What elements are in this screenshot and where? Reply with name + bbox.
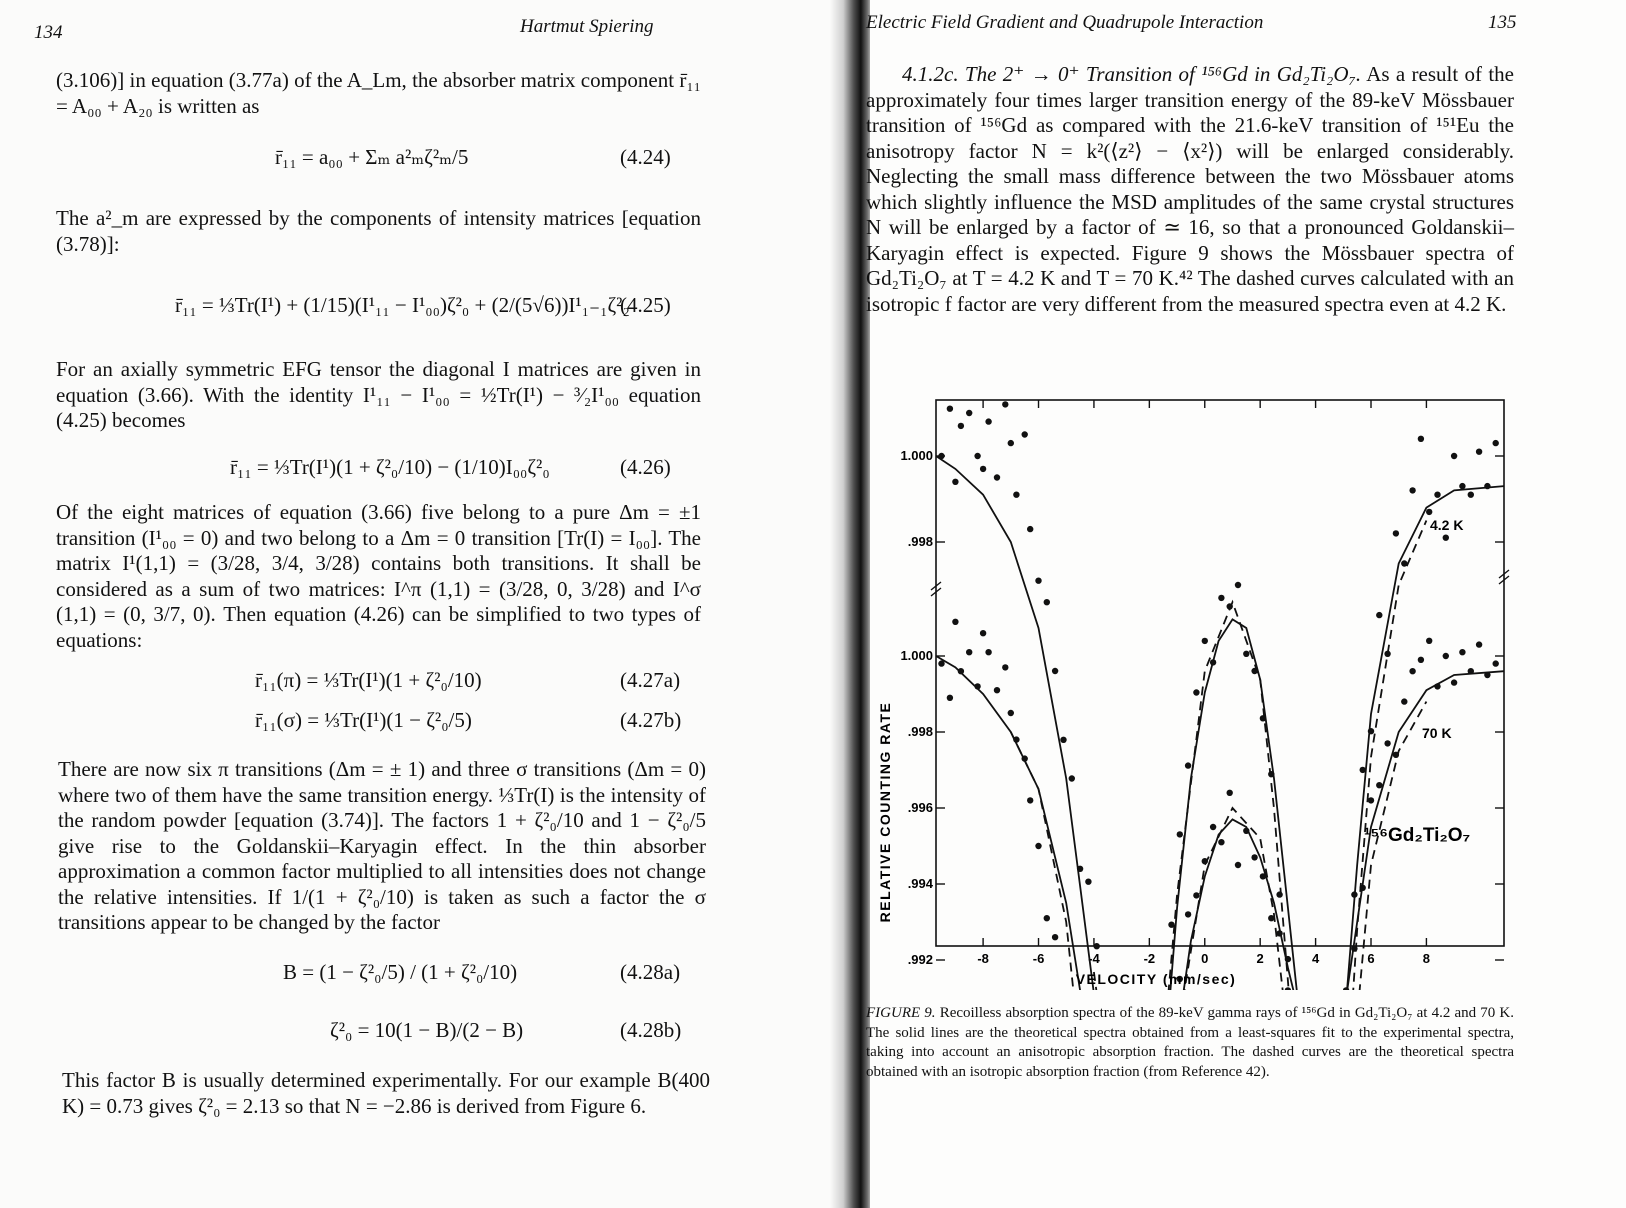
data-point bbox=[1285, 987, 1291, 990]
data-point bbox=[1418, 436, 1424, 442]
data-point bbox=[1443, 653, 1449, 659]
y-tick-label: .998 bbox=[907, 724, 933, 739]
data-point bbox=[1468, 668, 1474, 674]
data-point bbox=[1168, 922, 1174, 928]
y-tick-label: .994 bbox=[907, 876, 933, 891]
equation: r̄₁₁ = ⅓Tr(I¹) + (1/15)(I¹₁₁ − I¹₀₀)ζ²₀ + (2/(5√6))I¹₁₋₁ζ²₂ bbox=[175, 293, 630, 317]
data-point bbox=[1235, 582, 1241, 588]
data-point bbox=[1368, 797, 1374, 803]
y-tick-label: .992 bbox=[907, 952, 933, 967]
x-axis-label: VELOCITY (mm/sec) bbox=[1075, 971, 1237, 987]
data-point bbox=[1468, 492, 1474, 498]
data-point bbox=[994, 474, 1000, 480]
x-tick-label: 4 bbox=[1311, 951, 1320, 966]
data-point bbox=[1268, 915, 1274, 921]
y-tick-label: 1.000 bbox=[900, 448, 933, 463]
data-point bbox=[1434, 492, 1440, 498]
data-point bbox=[1243, 828, 1249, 834]
data-point bbox=[1177, 831, 1183, 837]
data-point bbox=[1002, 401, 1008, 407]
data-point bbox=[1401, 698, 1407, 704]
plot-border bbox=[936, 400, 1504, 946]
x-tick-label: 2 bbox=[1256, 951, 1264, 966]
right-page bbox=[866, 0, 1626, 1208]
sample-label: ¹⁵⁶Gd₂Ti₂O₇ bbox=[1364, 825, 1471, 846]
running-head: Hartmut Spiering bbox=[520, 16, 654, 37]
data-point bbox=[938, 660, 944, 666]
x-tick-label: 0 bbox=[1201, 951, 1209, 966]
data-point bbox=[1077, 866, 1083, 872]
data-point bbox=[1451, 679, 1457, 685]
data-point bbox=[974, 683, 980, 689]
data-point bbox=[1360, 885, 1366, 891]
data-point bbox=[1401, 560, 1407, 566]
data-point bbox=[1218, 595, 1224, 601]
data-point bbox=[952, 479, 958, 485]
x-tick-label: 8 bbox=[1422, 951, 1431, 966]
data-point bbox=[1193, 892, 1199, 898]
x-tick-label: -2 bbox=[1143, 951, 1156, 966]
data-point bbox=[1008, 710, 1014, 716]
equation: r̄₁₁(π) = ⅓Tr(I¹)(1 + ζ²₀/10) bbox=[255, 668, 482, 692]
y-tick-label: 1.000 bbox=[900, 648, 933, 663]
data-point bbox=[1044, 915, 1050, 921]
data-point bbox=[1393, 752, 1399, 758]
data-point bbox=[966, 649, 972, 655]
data-point bbox=[947, 406, 953, 412]
data-point bbox=[1484, 483, 1490, 489]
panel-label: 4.2 K bbox=[1430, 517, 1464, 533]
data-point bbox=[1393, 530, 1399, 536]
data-point bbox=[958, 423, 964, 429]
data-point bbox=[1260, 873, 1266, 879]
section-text: As a result of the approximately four times larger transition energy of the 89-keV Mössbauer transition of ¹⁵⁶Gd as compared with the 21.6-keV transition of ¹⁵¹Eu the anisotropy factor N = k²(⟨z²⟩ − ⟨x²⟩) will be enlarged considerably. Neglecting the small mass difference between the two Mössbauer atoms which slightly influence the MSD amplitudes of the same crystal structures N will be enlarged by a factor of ≃ 16, so that a pronounced Goldanskii–Karyagin effect is expected. Figure 9 shows the Mössbauer spectra of Gd₂Ti₂O₇ at T = 4.2 K and T = 70 K.⁴² The dashed curves calculated with an isotropic f factor are very different from the measured spectra even at 4.2 K. bbox=[866, 62, 1514, 316]
data-point bbox=[1243, 651, 1249, 657]
equation: r̄₁₁(σ) = ⅓Tr(I¹)(1 − ζ²₀/5) bbox=[255, 708, 472, 732]
data-point bbox=[1052, 934, 1058, 940]
paragraph: The a²_m are expressed by the components of intensity matrices [equation (3.78)]: bbox=[56, 206, 701, 256]
x-tick-label: -4 bbox=[1088, 951, 1100, 966]
data-point bbox=[1202, 638, 1208, 644]
x-tick-label: 6 bbox=[1367, 951, 1375, 966]
data-point bbox=[1376, 612, 1382, 618]
equation-number: (4.25) bbox=[620, 293, 671, 317]
data-point bbox=[966, 410, 972, 416]
data-point bbox=[1484, 672, 1490, 678]
data-point bbox=[1351, 891, 1357, 897]
data-point bbox=[1052, 668, 1058, 674]
x-tick-label: -8 bbox=[977, 951, 989, 966]
data-point bbox=[1443, 535, 1449, 541]
section-paragraph bbox=[866, 62, 1514, 317]
data-point bbox=[980, 466, 986, 472]
paragraph: Of the eight matrices of equation (3.66) five belong to a pure Δm = ±1 transition (I¹₀₀ = 0) and two belong to a Δm = 0 transition [Tr(I) = I₀₀]. The matrix I¹(1,1) = (3/28, 3/4, 3/28) contains both transitions. It shall be considered as a sum of two matrices: I^π (1,1) = (3/28, 0, 3/28) and I^σ (1,1) = (0, 3/7, 0). Then equation (4.26) can be simplified to two types of equations: bbox=[56, 500, 701, 652]
section-heading: 4.1.2c. The 2⁺ → 0⁺ Transition of ¹⁵⁶Gd in Gd₂Ti₂O₇. bbox=[902, 62, 1362, 86]
data-point bbox=[1251, 854, 1257, 860]
data-point bbox=[1426, 638, 1432, 644]
data-point bbox=[980, 630, 986, 636]
data-point bbox=[994, 687, 1000, 693]
data-point bbox=[1013, 736, 1019, 742]
paragraph: There are now six π transitions (Δm = ± 1) and three σ transitions (Δm = 0) where two of them have the same transition energy. ⅓Tr(I) is the intensity of the random powder [equation (3.74)]. The factors 1 + ζ²₀/10 and 1 − ζ²₀/5 give rise to the Goldanskii–Karyagin effect. In the thin absorber approximation a common factor multiplied to all intensities does not change the relative intensities. If 1/(1 + ζ²₀/10) is taken as such a factor the σ transitions appear to be changed by the factor bbox=[58, 757, 706, 934]
data-point bbox=[1060, 737, 1066, 743]
paragraph: For an axially symmetric EFG tensor the diagonal I matrices are given in equation (3.66). With the identity I¹₁₁ − I¹₀₀ = ½Tr(I¹) − ³⁄₂I¹₀₀ equation (4.25) becomes bbox=[56, 357, 701, 432]
data-point bbox=[1193, 689, 1199, 695]
equation-number: (4.26) bbox=[620, 455, 671, 479]
paragraph: This factor B is usually determined experimentally. For our example B(400 K) = 0.73 gives ζ²₀ = 2.13 so that N = −2.86 is derived from Figure 6. bbox=[62, 1068, 710, 1118]
data-point bbox=[1044, 599, 1050, 605]
data-point bbox=[1276, 891, 1282, 897]
page-number: 134 bbox=[34, 22, 63, 43]
data-point bbox=[1027, 797, 1033, 803]
data-point bbox=[1409, 668, 1415, 674]
data-point bbox=[1268, 771, 1274, 777]
y-axis-label: RELATIVE COUNTING RATE bbox=[877, 701, 893, 923]
data-point bbox=[1085, 879, 1091, 885]
data-point bbox=[1035, 578, 1041, 584]
data-point bbox=[1409, 487, 1415, 493]
y-tick-label: .996 bbox=[907, 800, 933, 815]
data-point bbox=[1027, 526, 1033, 532]
equation: r̄₁₁ = a₀₀ + Σₘ a²ₘζ²ₘ/5 bbox=[275, 145, 469, 169]
data-point bbox=[974, 453, 980, 459]
data-point bbox=[1459, 483, 1465, 489]
data-point bbox=[1185, 762, 1191, 768]
data-point bbox=[1384, 651, 1390, 657]
data-point bbox=[1493, 440, 1499, 446]
solid-fit-line bbox=[936, 656, 1504, 990]
data-point bbox=[1210, 824, 1216, 830]
y-tick-label: .998 bbox=[907, 534, 933, 549]
data-point bbox=[1022, 431, 1028, 437]
data-point bbox=[1493, 660, 1499, 666]
dashed-fit-line bbox=[1094, 521, 1427, 991]
x-tick-label: -6 bbox=[1032, 951, 1045, 966]
equation-number: (4.28a) bbox=[620, 960, 681, 984]
equation: r̄₁₁ = ⅓Tr(I¹)(1 + ζ²₀/10) − (1/10)I₀₀ζ²₀ bbox=[230, 455, 550, 479]
running-head: Electric Field Gradient and Quadrupole Interaction bbox=[866, 12, 1264, 33]
equation-number: (4.27a) bbox=[620, 668, 681, 692]
data-point bbox=[1022, 755, 1028, 761]
data-point bbox=[985, 649, 991, 655]
equation-number: (4.28b) bbox=[620, 1018, 682, 1042]
series-layer bbox=[936, 401, 1504, 990]
data-point bbox=[1013, 492, 1019, 498]
data-point bbox=[1476, 641, 1482, 647]
data-point bbox=[952, 619, 958, 625]
data-point bbox=[1210, 659, 1216, 665]
data-point bbox=[1368, 728, 1374, 734]
equation: ζ²₀ = 10(1 − B)/(2 − B) bbox=[330, 1018, 524, 1042]
plot-frame bbox=[931, 400, 1509, 946]
data-point bbox=[1451, 453, 1457, 459]
data-point bbox=[1069, 775, 1075, 781]
equation-number: (4.27b) bbox=[620, 708, 682, 732]
page-number: 135 bbox=[1488, 12, 1517, 33]
data-point bbox=[1002, 664, 1008, 670]
data-point bbox=[1376, 782, 1382, 788]
data-point bbox=[1227, 603, 1233, 609]
data-point bbox=[1235, 862, 1241, 868]
figure-9-chart bbox=[870, 380, 1520, 990]
data-point bbox=[1476, 449, 1482, 455]
figure-caption bbox=[866, 1004, 1514, 1082]
data-point bbox=[1459, 649, 1465, 655]
data-point bbox=[1276, 930, 1282, 936]
data-point bbox=[1185, 911, 1191, 917]
data-point bbox=[1227, 790, 1233, 796]
data-point bbox=[1418, 657, 1424, 663]
data-point bbox=[1384, 740, 1390, 746]
data-point bbox=[1434, 683, 1440, 689]
data-point bbox=[1202, 858, 1208, 864]
data-point bbox=[938, 453, 944, 459]
data-point bbox=[1008, 440, 1014, 446]
data-point bbox=[1094, 943, 1100, 949]
paragraph: (3.106)] in equation (3.77a) of the A_Lm, the absorber matrix component r̄₁₁ = A₀₀ + A₂₀ is written as bbox=[56, 68, 701, 118]
equation: B = (1 − ζ²₀/5) / (1 + ζ²₀/10) bbox=[283, 960, 518, 984]
data-point bbox=[985, 418, 991, 424]
caption-label: FIGURE 9. bbox=[866, 1005, 936, 1021]
data-point bbox=[958, 668, 964, 674]
data-point bbox=[1426, 509, 1432, 515]
data-point bbox=[947, 695, 953, 701]
data-point bbox=[1351, 945, 1357, 951]
data-point bbox=[1360, 767, 1366, 773]
data-point bbox=[1260, 715, 1266, 721]
data-point bbox=[1035, 843, 1041, 849]
data-point bbox=[1251, 668, 1257, 674]
caption-text: Recoilless absorption spectra of the 89-keV gamma rays of ¹⁵⁶Gd in Gd₂Ti₂O₇ at 4.2 and 70 K. The solid lines are the theoretical spectra obtained from a least-squares fit to the experimental spectra, taking into account an anisotropic absorption fraction. The dashed curves are the theoretical spectra obtained with an isotropic absorption fraction (from Reference 42). bbox=[866, 1005, 1514, 1080]
equation-number: (4.24) bbox=[620, 145, 671, 169]
panel-label: 70 K bbox=[1422, 725, 1452, 741]
data-point bbox=[1218, 839, 1224, 845]
